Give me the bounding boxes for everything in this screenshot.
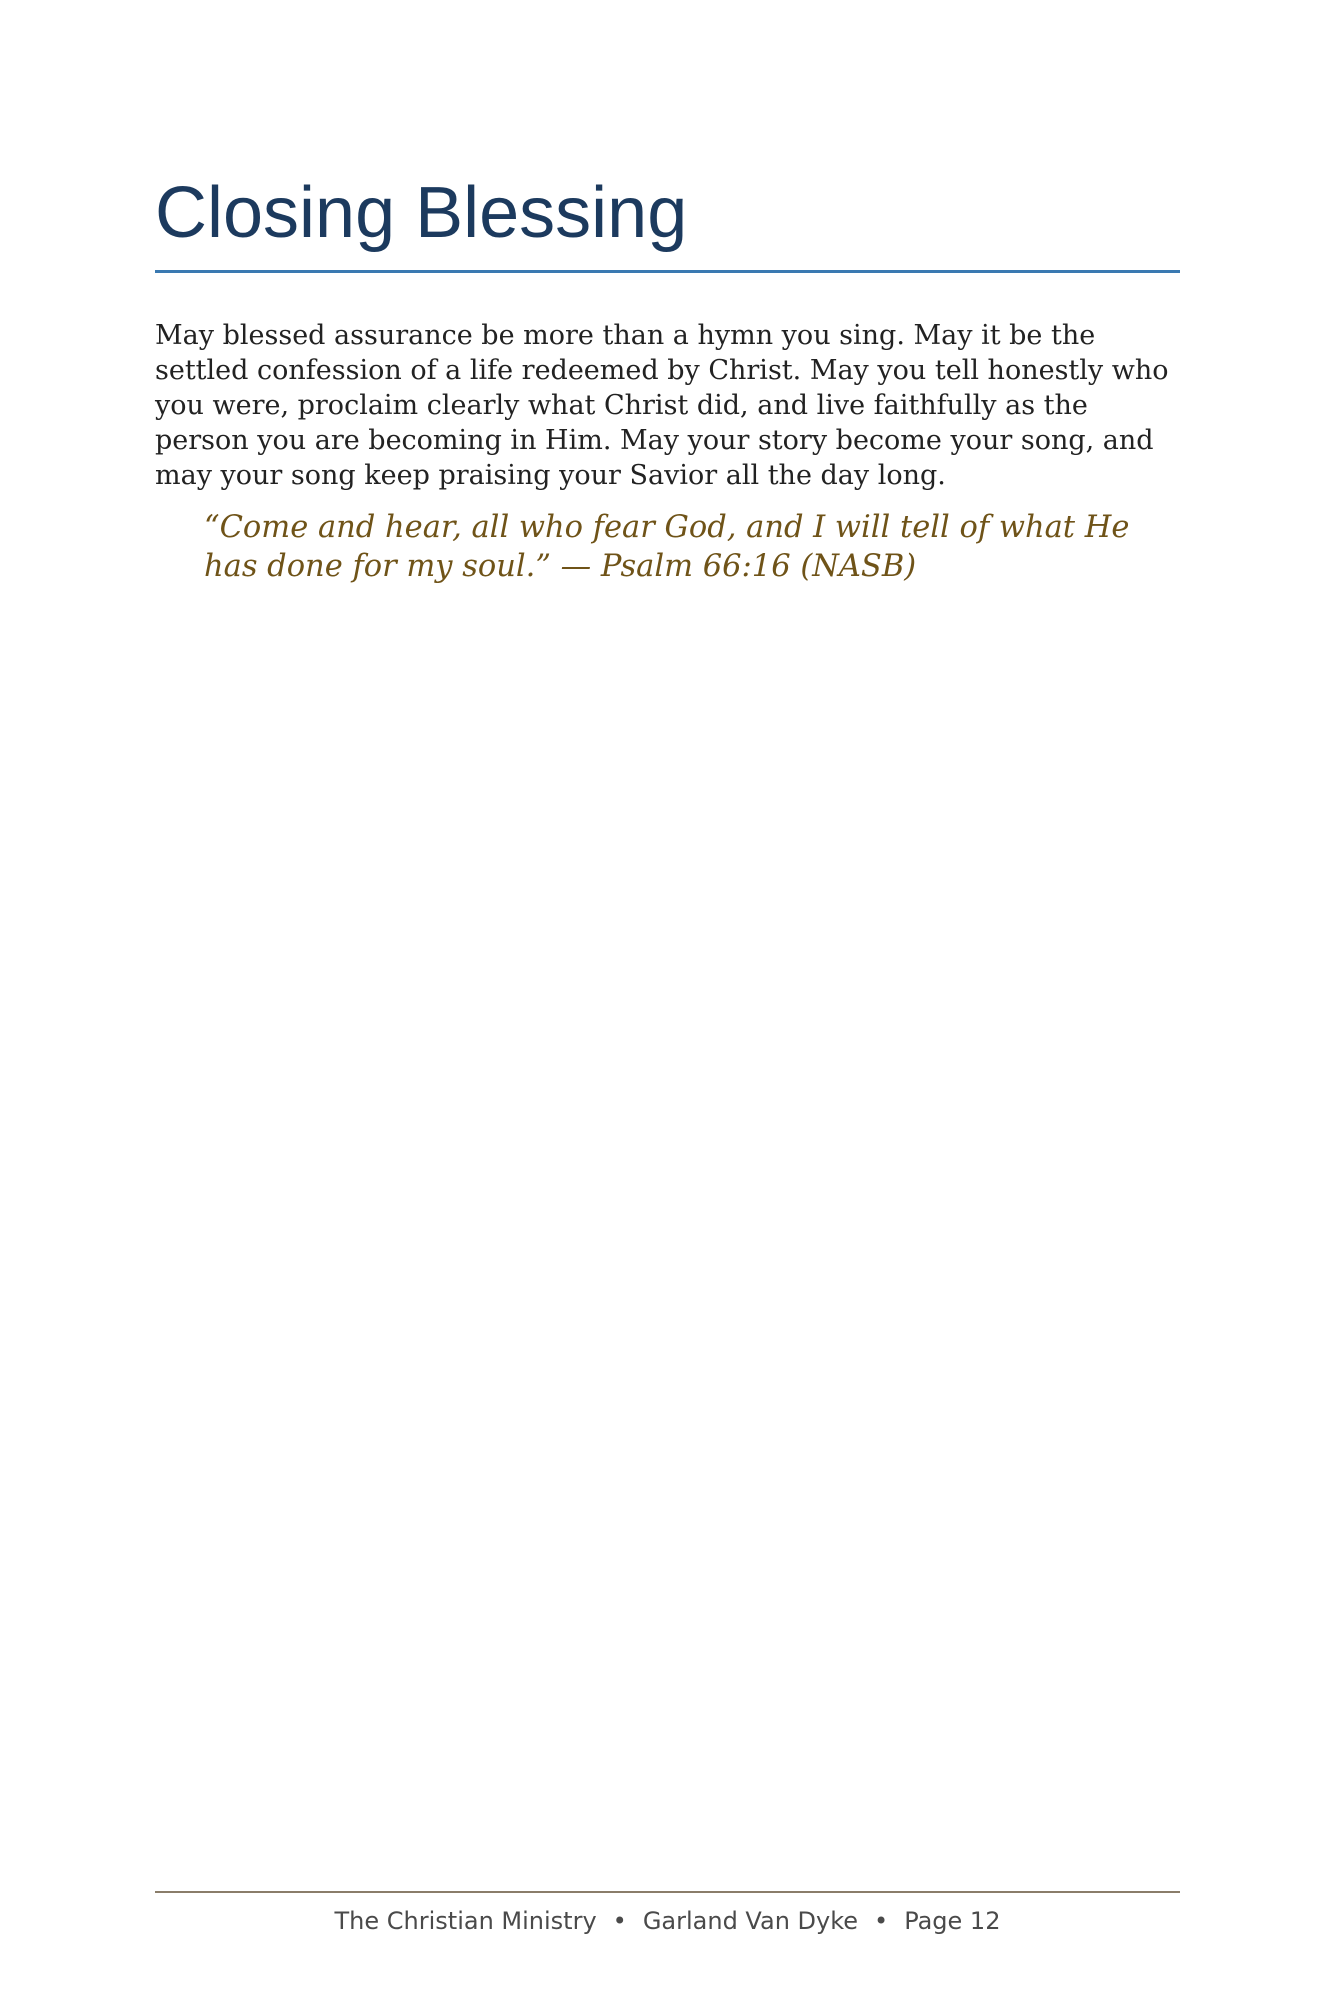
footer-page-number: Page 12: [904, 1907, 1001, 1935]
page-footer: [155, 1906, 1180, 1936]
blessing-paragraph: May blessed assurance be more than a hymn you sing. May it be the settled confession of a life redeemed by Christ. May you tell honestly who you were, proclaim clearly what Christ did, and live faithfully as the person you are becoming in Him. May your story become your song, and may your song keep praising your Savior all the day long.: [155, 320, 1169, 491]
footer-divider: [155, 1891, 1180, 1893]
heading-divider: [155, 270, 1180, 273]
footer-author: Garland Van Dyke: [642, 1907, 859, 1935]
footer-separator: •: [874, 1907, 889, 1935]
page-title: Closing Blessing: [155, 173, 688, 253]
scripture-quote: “Come and hear, all who fear God, and I will tell of what He has done for my soul.” — Psalm 66:16 (NASB): [204, 510, 1130, 584]
footer-separator: •: [612, 1907, 627, 1935]
footer-book-title: The Christian Ministry: [334, 1907, 597, 1935]
